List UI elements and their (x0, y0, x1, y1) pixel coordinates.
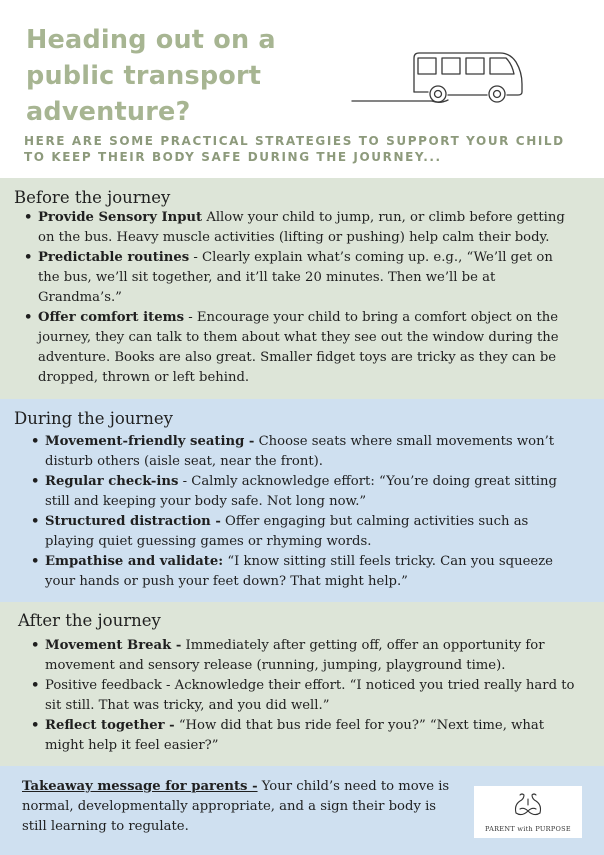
after-journey-heading: After the journey (18, 611, 161, 630)
takeaway-heading: Takeaway message for parents - (22, 779, 258, 794)
page-subtitle: HERE ARE SOME PRACTICAL STRATEGIES TO SUPPORT YOUR CHILD TO KEEP THEIR BODY SAFE DURING THE JOURNEY... (24, 134, 565, 164)
page-title: Heading out on a public transport adventure? (26, 25, 276, 127)
list-item-text: “How did that bus ride feel for you?” “Next time, what might help it feel easier?” (45, 718, 545, 753)
during-journey-list (45, 432, 575, 592)
bus-icon (350, 44, 540, 106)
list-item-bold: Predictable routines (38, 250, 190, 265)
list-item-text: - Clearly explain what’s coming up. e.g., “We’ll get on the bus, we’ll sit together, and it’ll take 20 minutes. Then we’ll be at Grandma’s.” (38, 250, 553, 305)
list-item-text: Offer engaging but calming activities such as playing quiet guessing games or rhyming words. (45, 514, 529, 549)
header (0, 0, 604, 178)
list-item (45, 552, 575, 592)
logo (474, 786, 582, 838)
list-item (38, 208, 578, 248)
list-item-bold: Offer comfort items (38, 310, 184, 325)
swan-logo-icon (510, 791, 546, 819)
takeaway-message (22, 777, 462, 837)
takeaway-section (0, 766, 604, 855)
list-item-bold: Empathise and validate: (45, 554, 224, 569)
list-item-bold: Regular check-ins (45, 474, 179, 489)
list-item (45, 676, 580, 716)
list-item (38, 308, 578, 388)
list-item (45, 512, 575, 552)
list-item (45, 716, 580, 756)
list-item-bold: Structured distraction - (45, 514, 221, 529)
list-item-bold: Movement-friendly seating - (45, 434, 255, 449)
after-journey-section (0, 602, 604, 766)
during-journey-heading: During the journey (14, 409, 173, 428)
before-journey-list (38, 208, 578, 388)
list-item-text: Choose seats where small movements won’t disturb others (aisle seat, near the front). (45, 434, 555, 469)
during-journey-section (0, 399, 604, 602)
takeaway-text: Your child’s need to move is normal, developmentally appropriate, and a sign their body is still learning to regulate. (22, 779, 450, 834)
list-item-text: - Calmly acknowledge effort: “You’re doing great sitting still and keeping your body safe. Not long now.” (45, 474, 557, 509)
before-journey-section (0, 178, 604, 399)
list-item (38, 248, 578, 308)
list-item-text: “I know sitting still feels tricky. Can you squeeze your hands or push your feet down? That might help.” (45, 554, 553, 589)
list-item (45, 432, 575, 472)
list-item-text: - Encourage your child to bring a comfort object on the journey, they can talk to them about what they see out the window during the adventure. Books are also great. Smaller fidget toys are tricky as they can be dropped, thrown or left behind. (38, 310, 559, 385)
list-item (45, 636, 580, 676)
list-item-text: Immediately after getting off, offer an opportunity for movement and sensory release (running, jumping, playground time). (45, 638, 545, 673)
list-item-bold: Provide Sensory Input (38, 210, 203, 225)
logo-text: PARENT with PURPOSE (485, 825, 571, 833)
list-item-bold: Reflect together - (45, 718, 175, 733)
after-journey-list (45, 636, 580, 756)
list-item (45, 472, 575, 512)
list-item-text: Positive feedback - Acknowledge their effort. “I noticed you tried really hard to sit still. That was tricky, and you did well.” (45, 678, 575, 713)
before-journey-heading: Before the journey (14, 188, 171, 207)
list-item-text: Allow your child to jump, run, or climb before getting on the bus. Heavy muscle activities (lifting or pushing) help calm their body. (38, 210, 565, 245)
list-item-bold: Movement Break - (45, 638, 182, 653)
